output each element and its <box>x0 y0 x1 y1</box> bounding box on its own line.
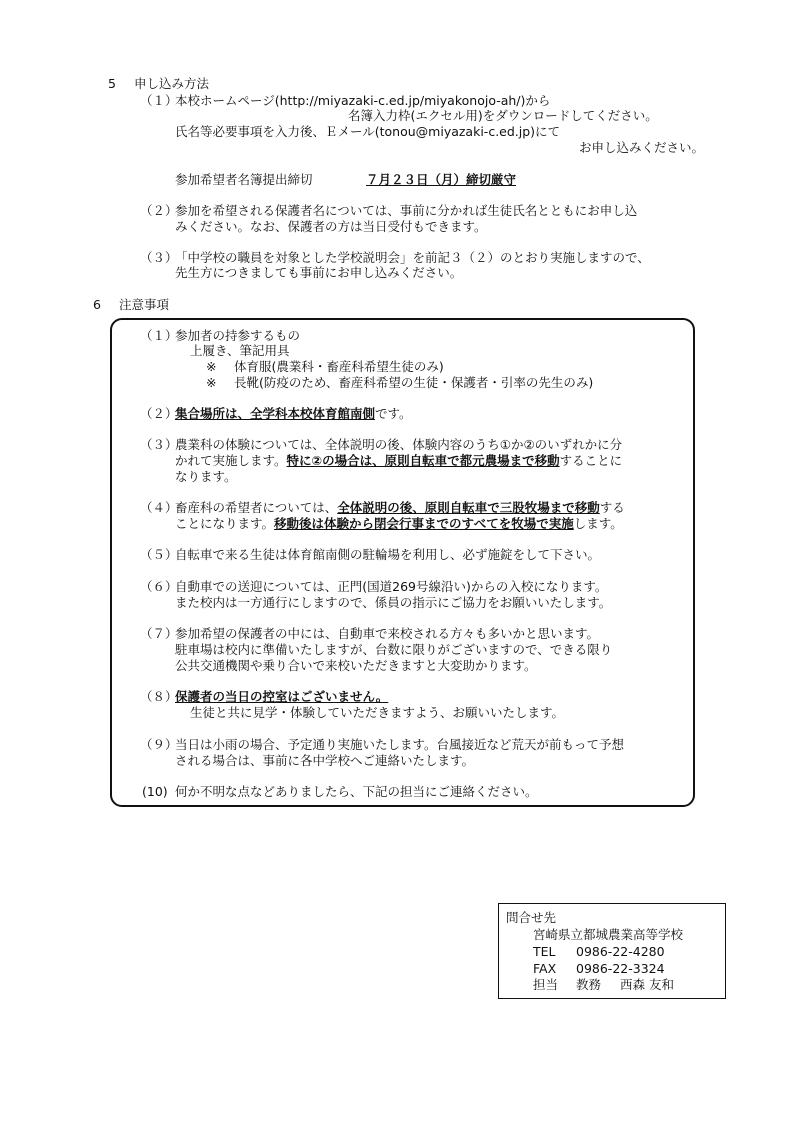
section5-number: 5 <box>108 76 116 91</box>
note4-number: （４） <box>140 500 178 515</box>
note3-line1: 農業科の体験については、全体説明の後、体験内容のうち①か②のいずれかに分 <box>175 437 623 452</box>
note7-line2: 駐車場は校内に準備いたしますが、台数に限りがございますので、できる限り <box>175 642 613 657</box>
note3-number: （３） <box>140 437 178 452</box>
note10-line1: 何か不明な点などありましたら、下記の担当にご連絡ください。 <box>175 784 538 799</box>
note1-line4: 長靴(防疫のため、畜産科希望の生徒・保護者・引率の先生のみ) <box>234 375 594 390</box>
note4-line1c: する <box>599 500 625 515</box>
note4-line2a: ことになります。 <box>175 516 275 531</box>
note-mark: ※ <box>206 359 217 374</box>
note3-line2c: することに <box>559 453 623 468</box>
contact-fax-label: FAX <box>533 961 557 976</box>
note2-rest: です。 <box>375 406 412 421</box>
note6-number: （６） <box>140 579 178 594</box>
contact-school: 宮崎県立都城農業高等学校 <box>533 927 684 942</box>
note2-number: （２） <box>140 406 178 421</box>
note1-line1: 参加者の持参するもの <box>175 328 301 343</box>
note4-emphasis2: 移動後は体験から閉会行事までのすべてを牧場で実施 <box>274 516 574 531</box>
section6-title: 注意事項 <box>119 297 170 312</box>
note3-line3: なります。 <box>175 469 237 484</box>
section5-title: 申し込み方法 <box>134 76 210 91</box>
s5-item2-line1: 参加を希望される保護者名については、事前に分かれば生徒氏名とともにお申し込 <box>175 203 638 218</box>
note8-line2: 生徒と共に見学・体験していただきますよう、お願いいたします。 <box>190 705 565 720</box>
deadline-value: ７月２３日（月）締切厳守 <box>366 172 517 187</box>
s5-item2-number: （２） <box>140 203 178 218</box>
s5-item1-line3: 氏名等必要事項を入力後、Ｅメール(tonou@miyazaki-c.ed.jp)にて <box>175 124 561 139</box>
note4-line1 <box>175 500 625 516</box>
note7-line1: 参加希望の保護者の中には、自動車で来校される方々も多いかと思います。 <box>175 626 600 641</box>
note6-line2: また校内は一方通行にしますので、係員の指示にご協力をお願いいたします。 <box>175 595 612 610</box>
contact-tel: 0986-22-4280 <box>576 944 665 959</box>
note3-emphasis: 特に②の場合は、原則自転車で都元農場まで移動 <box>286 453 560 468</box>
contact-dept: 教務 <box>576 977 602 992</box>
note4-emphasis1: 全体説明の後、原則自転車で三股牧場まで移動 <box>337 500 600 515</box>
s5-item3-line1: 「中学校の職員を対象とした学校説明会」を前記３（２）のとおり実施しますので、 <box>175 250 650 265</box>
note4-line1a: 畜産科の希望者については、 <box>175 500 338 515</box>
note7-number: （７） <box>140 626 178 641</box>
contact-title: 問合せ先 <box>506 910 557 925</box>
note9-line2: される場合は、事前に各中学校へご連絡いたします。 <box>175 753 475 768</box>
note5-number: （５） <box>140 547 178 562</box>
s5-item3-number: （３） <box>140 250 178 265</box>
note9-number: （９） <box>140 737 178 752</box>
contact-tel-label: TEL <box>533 944 556 959</box>
contact-person-label: 担当 <box>533 977 559 992</box>
note8-number: （８） <box>140 689 178 704</box>
note4-line2c: します。 <box>573 516 623 531</box>
note8-emphasis: 保護者の当日の控室はございません。 <box>175 689 389 704</box>
note4-line2 <box>175 516 623 532</box>
contact-name: 西森 友和 <box>620 977 674 992</box>
note5-line1: 自転車で来る生徒は体育館南側の駐輪場を利用し、必ず施錠をして下さい。 <box>175 547 601 562</box>
note3-line2 <box>175 453 622 469</box>
note2-line <box>175 406 412 422</box>
s5-item1-line2: 名簿入力枠(エクセル用)をダウンロードしてください。 <box>348 108 658 123</box>
s5-item2-line2: みください。なお、保護者の方は当日受付もできます。 <box>175 219 487 234</box>
deadline-label: 参加希望者名簿提出締切 <box>175 172 313 187</box>
note7-line3: 公共交通機関や乗り合いで来校いただきますと大変助かります。 <box>175 658 537 673</box>
s5-item3-line2: 先生方につきましても事前にお申し込みください。 <box>175 265 463 280</box>
contact-fax: 0986-22-3324 <box>576 961 665 976</box>
s5-item1-number: （１） <box>140 93 178 108</box>
note2-emphasis: 集合場所は、全学科本校体育館南側 <box>175 406 376 421</box>
note1-line3: 体育服(農業科・畜産科希望生徒のみ) <box>234 359 444 374</box>
note1-line2: 上履き、筆記用具 <box>190 343 290 358</box>
section6-number: 6 <box>93 297 101 312</box>
note1-number: （１） <box>140 328 178 343</box>
note3-line2a: かれて実施します。 <box>175 453 287 468</box>
note9-line1: 当日は小雨の場合、予定通り実施いたします。台風接近など荒天が前もって予想 <box>175 737 625 752</box>
note10-number: (10) <box>142 784 168 799</box>
s5-item1-line4: お申し込みください。 <box>579 140 705 155</box>
s5-item1-line1: 本校ホームページ(http://miyazaki-c.ed.jp/miyakonojo-ah/)から <box>175 93 551 108</box>
note-mark: ※ <box>206 375 217 390</box>
note6-line1: 自動車での送迎については、正門(国道269号線沿い)からの入校になります。 <box>175 579 608 594</box>
